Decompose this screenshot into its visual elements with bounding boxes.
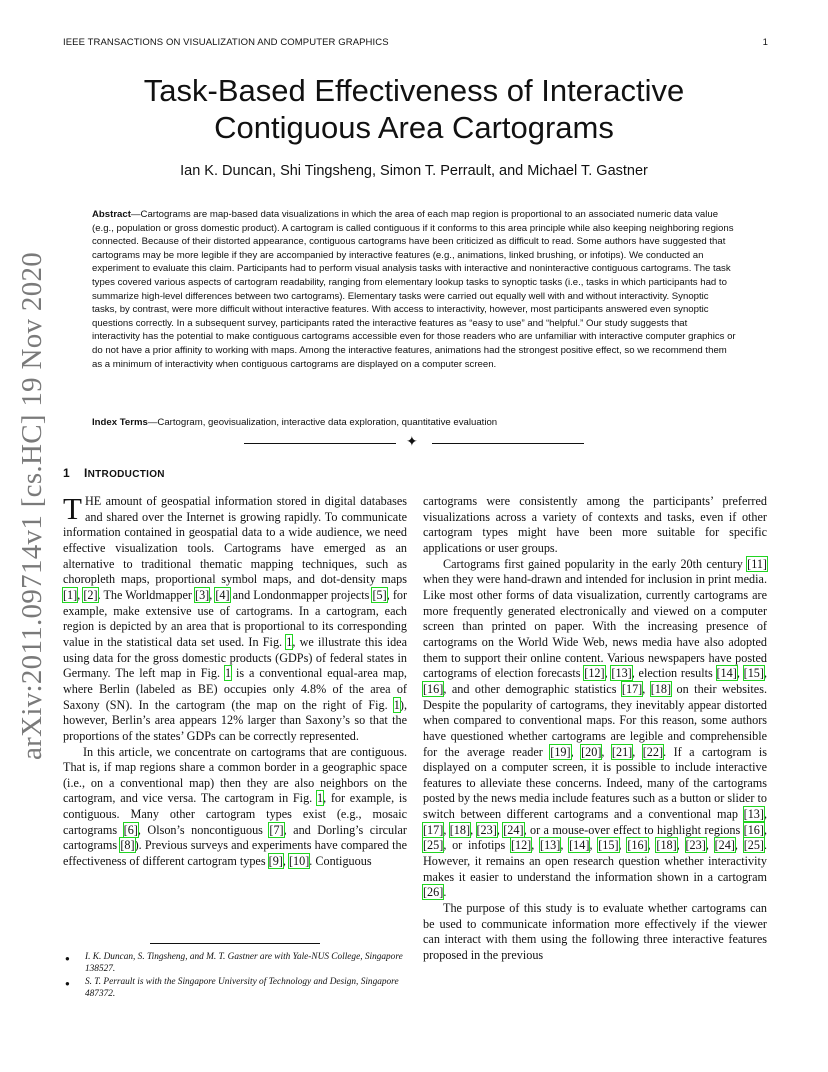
author-list: Ian K. Duncan, Shi Tingsheng, Simon T. Perrault, and Michael T. Gastner [180, 163, 648, 179]
text: , or infotips [443, 838, 511, 853]
citation-link[interactable]: [13] [611, 666, 632, 681]
citation-link[interactable]: [24] [503, 822, 524, 837]
text: and Londonmapper projects [229, 587, 373, 602]
citation-link[interactable]: [15] [743, 666, 764, 681]
left-column [63, 491, 408, 870]
citation-link[interactable]: [14] [716, 666, 737, 681]
text: , for example, make extensive use of cartograms. In a cartogram, each region is depicted by an area that is proportional to its corresponding value in the statistical data set used. In Fig. [63, 587, 408, 649]
citation-link[interactable]: [8] [120, 838, 135, 853]
citation-link[interactable]: [13] [743, 807, 764, 822]
text: , [642, 681, 651, 696]
text: when they were hand-drawn and intended for inclusion in print media. Like most other forms of data visualization, currently cartograms are more frequently generated electronically and viewed on a computer screen than printed on paper. With the increasing presence of cartograms on the World Wide Web, news media have also adopted them to support their online content. Various newspapers have posted cartograms of election forecasts [423, 572, 767, 681]
abstract-text: —Cartograms are map-based data visualizations in which the area of each map region is proportional to an associated numeric data value (e.g., population or gross domestic product). A cartogram is called contiguous if it conforms to this area principle while also keeping neighboring regions connected. Because of their distorted appearance, contiguous cartograms have been criticized as difficult to read. Some authors have suggested that cartograms may be more legible if they are accompanied by interactive features (e.g., animations, linked brushing, or infotips). We conducted an experiment to evaluate this claim. Participants had to perform visual analysis tasks with interactive and noninteractive contiguous cartograms. The task types covered various aspects of cartogram readability, ranging from elementary lookup tasks to synoptic tasks (i.e., tasks in which participants had to summarize high-level differences between two cartograms). Elementary tasks were carried out equally well with and without interactivity. Synoptic tasks, by contrast, were more difficult without interactive features. With access to interactivity, however, most participants answered even synoptic questions correctly. In a subsequent survey, participants rated the interactive features as “easy to use” and “helpful.” Our study suggests that interactivity has the potential to make contiguous cartograms accessible even for those readers who are unfamiliar with interactive computer graphics or do not have a prior affinity to working with maps. Among the interactive features, animations had the strongest positive effect, so we recommend them as a minimum of interactivity when contiguous cartograms are displayed on a computer screen. [92, 209, 736, 370]
footnote-rule [150, 943, 320, 944]
text: , we illustrate this idea using data for the gross domestic products (GDPs) of federal states in Germany. The left map in Fig. [63, 634, 407, 681]
small-caps-text: HE [84, 494, 102, 508]
text: , [570, 744, 582, 759]
text: , [604, 666, 612, 681]
figure-link[interactable]: 1 [286, 634, 293, 649]
text: In this article, we concentrate on cartograms that are contiguous. That is, if map regions share a common border in a geographic space (i.e., on a conventional map) then they are also neighbors on the cartogram, and vice versa. The cartogram in Fig. [63, 744, 407, 806]
divider-line-right [432, 443, 584, 444]
text: . If a cartogram is displayed on a computer screen, it is possible to include interactive features to alleviate these concerns. Indeed, many of the cartograms posted by the news media include features such as a button or slider to switch between different cartograms and a conventional map [423, 744, 768, 822]
text: ). Previous surveys and experiments have compared the effectiveness of different cartogram types [63, 838, 407, 869]
text: , for example, is contiguous. Many other cartogram types exist (e.g., mosaic cartograms [63, 791, 408, 837]
text: , [77, 587, 84, 602]
text: , [589, 838, 599, 853]
text: , and Dorling’s circular cartograms [63, 822, 407, 853]
text: , [470, 822, 477, 837]
citation-link[interactable]: [16] [423, 681, 444, 696]
text: , [560, 838, 570, 853]
citation-link[interactable]: [24] [714, 838, 735, 853]
citation-link[interactable]: [17] [423, 822, 444, 837]
bullet-icon: ● [65, 979, 70, 988]
text: , [209, 587, 216, 602]
text: . The Worldmapper [97, 587, 196, 602]
divider-ornament-icon: ✦ [406, 434, 418, 450]
citation-link[interactable]: [21] [611, 744, 633, 759]
section-title-initial: I [83, 466, 88, 480]
citation-link[interactable]: [6] [123, 822, 138, 837]
footnote-text: I. K. Duncan, S. Tingsheng, and M. T. Gastner are with Yale-NUS College, Singapore 138527. [85, 952, 403, 974]
citation-link[interactable]: [3] [195, 587, 210, 602]
abstract [92, 208, 736, 371]
figure-link[interactable]: 1 [224, 666, 232, 681]
citation-link[interactable]: [18] [449, 822, 471, 837]
citation-link[interactable]: [15] [598, 838, 619, 853]
page-number: 1 [762, 37, 768, 48]
title-line-1: Task-Based Effectiveness of Interactive [143, 73, 685, 108]
citation-link[interactable]: [7] [269, 822, 284, 837]
citation-link[interactable]: [1] [63, 587, 78, 602]
citation-link[interactable]: [22] [642, 744, 664, 759]
figure-link[interactable]: 1 [316, 791, 324, 806]
citation-link[interactable]: [20] [581, 744, 602, 759]
text: , [601, 744, 612, 759]
journal-name: IEEE TRANSACTIONS ON VISUALIZATION AND COMPUTER GRAPHICS [63, 37, 389, 48]
text: , [443, 822, 450, 837]
index-terms-label: Index Terms [92, 417, 148, 428]
citation-link[interactable]: [25] [743, 838, 764, 853]
citation-link[interactable]: [12] [510, 838, 532, 853]
citation-link[interactable]: [11] [747, 556, 767, 571]
drop-cap: T [63, 491, 82, 526]
figure-link[interactable]: 1 [393, 697, 400, 712]
text: , election results [631, 666, 717, 681]
text: , and other demographic statistics [443, 681, 622, 696]
paragraph: The purpose of this study is to evaluate whether cartograms can be used to communicate information more effectively if the viewer can interact with them using the following three interactive features proposed in the previous [423, 901, 767, 963]
citation-link[interactable]: [16] [743, 822, 764, 837]
citation-link[interactable]: [19] [550, 744, 571, 759]
text: , [647, 838, 657, 853]
citation-link[interactable]: [14] [569, 838, 590, 853]
text: . Contiguous [309, 854, 372, 869]
citation-link[interactable]: [2] [83, 587, 98, 602]
text: , [705, 838, 715, 853]
footnote-text: S. T. Perrault is with the Singapore University of Technology and Design, Singapore 487372. [85, 977, 399, 999]
citation-link[interactable]: [23] [476, 822, 497, 837]
citation-link[interactable]: [13] [540, 838, 561, 853]
text: , [496, 822, 504, 837]
text: , [763, 807, 767, 822]
citation-link[interactable]: [23] [685, 838, 706, 853]
section-number: 1 [63, 466, 70, 480]
index-terms-text: —Cartogram, geovisualization, interactive data exploration, quantitative evaluation [147, 417, 498, 428]
right-column [423, 494, 767, 964]
citation-link[interactable]: [5] [372, 587, 387, 602]
footnote-item [63, 977, 407, 1000]
divider-line-left [244, 443, 396, 444]
citation-link[interactable]: [18] [650, 681, 672, 696]
section-heading [63, 466, 165, 480]
paragraph [63, 491, 408, 745]
citation-link[interactable]: [17] [621, 681, 643, 696]
text: ), however, Berlin’s area appears 12% larger than Saxony’s so that the proportions of the states’ GDPs can be correctly represented. [63, 697, 407, 743]
text: on their websites. Despite the popularity of cartograms, they inevitably appear distorted when compared to conventional maps. For this reason, some authors have questioned whether cartograms are legible and comprehensible for the average reader [423, 681, 767, 759]
text: amount of geospatial information stored in digital databases and shared over the Internet is growing rapidly. To communicate information contained in geospatial data to a wide audience, we need effective visualization tools. Cartograms have emerged as an alternative to traditional thematic mapping techniques, such as choropleth maps, proportional symbol maps, and dot-density maps [63, 494, 407, 587]
paper-title [100, 72, 728, 146]
text: , [282, 854, 289, 869]
citation-link[interactable]: [16] [627, 838, 648, 853]
text: , [763, 822, 768, 837]
arxiv-identifier[interactable]: arXiv:2011.09714v1 [cs.HC] 19 Nov 2020 [16, 251, 48, 760]
index-terms [92, 417, 736, 428]
section-title-rest: NTRODUCTION [87, 469, 165, 480]
section-divider [244, 434, 584, 450]
footnotes [63, 952, 407, 1002]
running-header [63, 37, 768, 48]
citation-link[interactable]: [18] [656, 838, 677, 853]
citation-link[interactable]: [12] [584, 666, 605, 681]
paragraph [63, 745, 407, 870]
citation-link[interactable]: [25] [423, 838, 444, 853]
citation-link[interactable]: [26] [423, 885, 444, 900]
text: , [676, 838, 686, 853]
text: is a conventional equal-area map, where Berlin (labeled as BE) occupies only 4.8% of the area of Saxony (SN). In the cartogram (the map on the right of Fig. [63, 666, 407, 712]
citation-link[interactable]: [4] [215, 587, 230, 602]
text: , or a mouse-over effect to highlight regions [523, 822, 744, 837]
text: . [443, 885, 447, 900]
text: , [531, 838, 541, 853]
text: , [763, 666, 767, 681]
text: , [736, 666, 744, 681]
title-line-2: Contiguous Area Cartograms [214, 110, 614, 145]
text: , Olson’s noncontiguous [137, 822, 270, 837]
text: , [632, 744, 643, 759]
footnote-item [63, 952, 407, 975]
text: . However, it remains an open research question whether interactivity makes it easier to understand the information shown in a cartogram [423, 838, 768, 884]
paragraph: cartograms were consistently among the participants’ preferred visualizations across a variety of contexts and tasks, even if other cartogram types might have been more suitable for specific applications or user groups. [423, 494, 767, 555]
abstract-label: Abstract [92, 209, 131, 220]
bullet-icon: ● [65, 954, 70, 963]
citation-link[interactable]: [9] [268, 854, 283, 869]
text: , [618, 838, 628, 853]
paragraph [423, 557, 767, 901]
text: Cartograms first gained popularity in the early 20th century [443, 556, 748, 571]
citation-link[interactable]: [10] [288, 854, 310, 869]
text: , [734, 838, 744, 853]
